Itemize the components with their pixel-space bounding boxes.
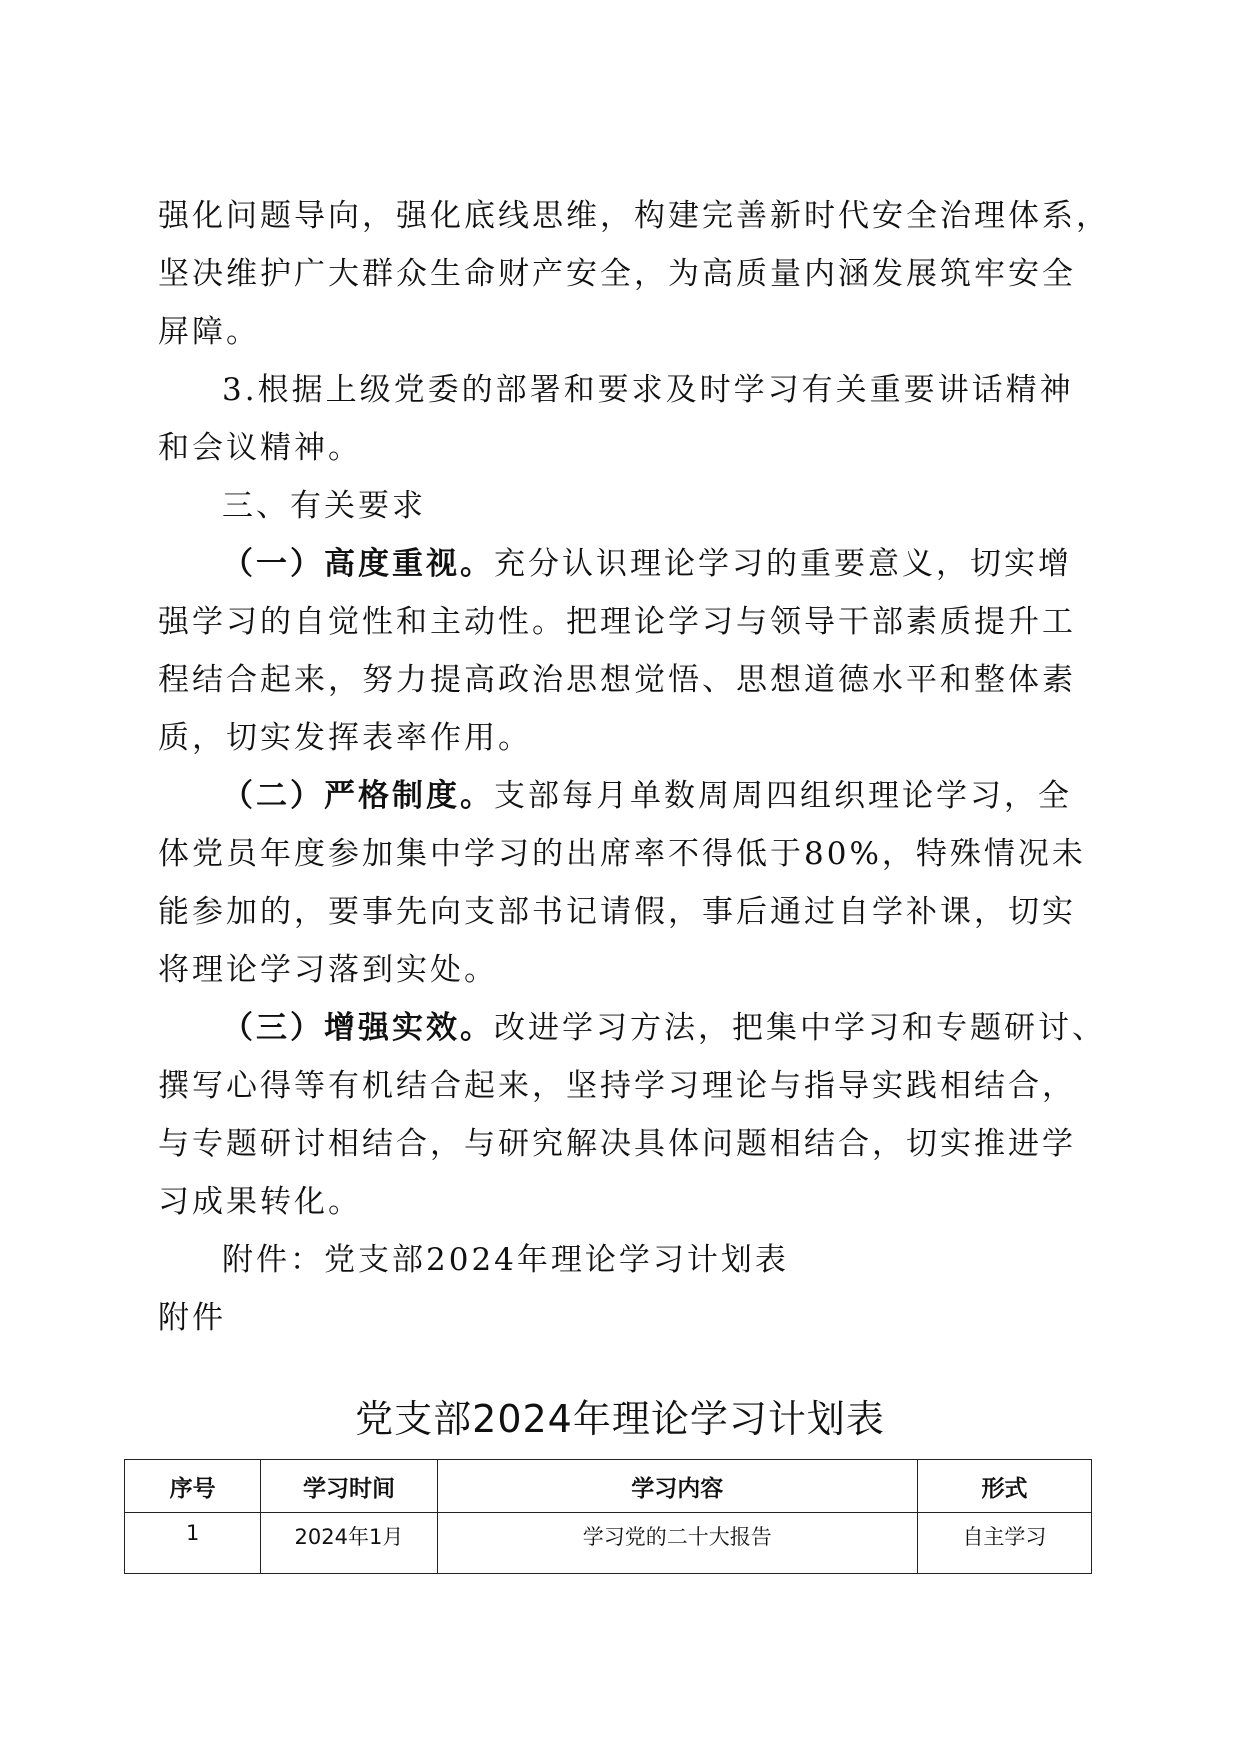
text-line (158, 999, 1106, 1057)
attachment-note: 附件：党支部2024年理论学习计划表 (222, 1242, 789, 1278)
text-line: 与专题研讨相结合，与研究解决具体问题相结合，切实推进学 (158, 1126, 1076, 1162)
cell-format: 自主学习 (917, 1513, 1091, 1574)
paragraph-safety-governance (158, 187, 1110, 361)
requirement-label: （二）严格制度。 (222, 778, 494, 814)
document-body (158, 187, 1110, 1347)
study-plan-table (124, 1459, 1092, 1574)
section-heading: 三、有关要求 (222, 488, 426, 524)
text-line: 程结合起来，努力提高政治思想觉悟、思想道德水平和整体素 (158, 662, 1076, 698)
text-line: 将理论学习落到实处。 (158, 952, 498, 988)
text-line: 撰写心得等有机结合起来，坚持学习理论与指导实践相结合， (158, 1068, 1076, 1104)
header-format: 形式 (917, 1460, 1091, 1513)
text-line: 能参加的，要事先向支部书记请假，事后通过自学补课，切实 (158, 894, 1076, 930)
cell-study-time: 2024年1月 (261, 1513, 437, 1574)
text-line-content: 支部每月单数周周四组织理论学习，全 (494, 778, 1072, 814)
text-line: 体党员年度参加集中学习的出席率不得低于80%，特殊情况未 (158, 836, 1086, 872)
table-row (125, 1513, 1092, 1574)
table-title: 党支部2024年理论学习计划表 (355, 1397, 885, 1441)
text-line (158, 767, 1078, 825)
requirement-label: （一）高度重视。 (222, 546, 494, 582)
text-line: 质，切实发挥表率作用。 (158, 720, 532, 756)
requirement-3 (158, 999, 1106, 1231)
cell-index: 1 (125, 1513, 261, 1574)
requirement-2 (158, 767, 1086, 999)
cell-study-content: 学习党的二十大报告 (437, 1513, 917, 1574)
paragraph-item-3 (158, 361, 1078, 477)
header-study-time: 学习时间 (261, 1460, 437, 1513)
text-line: 屏障。 (158, 314, 260, 350)
text-line: 3.根据上级党委的部署和要求及时学习有关重要讲话精神 (222, 372, 1074, 408)
attachment-label: 附件 (158, 1300, 226, 1336)
requirement-1 (158, 535, 1078, 767)
table-header-row (125, 1460, 1092, 1513)
requirement-label: （三）增强实效。 (222, 1010, 494, 1046)
text-line: 强学习的自觉性和主动性。把理论学习与领导干部素质提升工 (158, 604, 1076, 640)
text-line-content: 改进学习方法，把集中学习和专题研讨、 (494, 1010, 1106, 1046)
text-line: 强化问题导向，强化底线思维，构建完善新时代安全治理体系， (158, 198, 1110, 234)
text-line: 习成果转化。 (158, 1184, 362, 1220)
text-line-content: 充分认识理论学习的重要意义，切实增 (494, 546, 1072, 582)
header-study-content: 学习内容 (437, 1460, 917, 1513)
text-line: 和会议精神。 (158, 430, 362, 466)
header-index: 序号 (125, 1460, 261, 1513)
text-line: 坚决维护广大群众生命财产安全，为高质量内涵发展筑牢安全 (158, 256, 1076, 292)
text-line (158, 535, 1078, 593)
